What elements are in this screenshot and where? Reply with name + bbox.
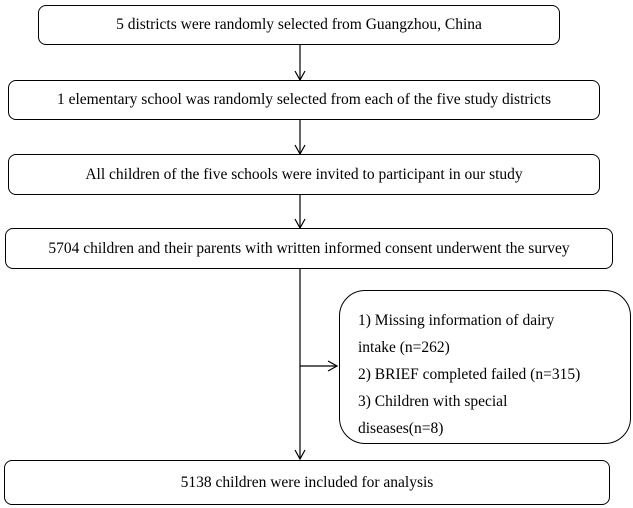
final-box (4, 460, 610, 505)
step-2-text: 1 elementary school was randomly selected from each of the five study districts (56, 91, 552, 109)
exclusion-box (339, 290, 631, 444)
exclusion-item-1-line-2: intake (n=262) (358, 339, 450, 356)
step-3-text: All children of the five schools were invited to participant in our study (85, 165, 523, 183)
step-2-box (8, 80, 600, 120)
step-1-box (38, 5, 560, 45)
step-3-box (8, 154, 600, 195)
step-1-text: 5 districts were randomly selected from Guangzhou, China (116, 16, 482, 34)
exclusion-item-3-line-2: diseases(n=8) (358, 420, 444, 437)
exclusion-item-2: 2) BRIEF completed failed (n=315) (358, 366, 581, 383)
exclusion-item-3-line-1: 3) Children with special (358, 393, 508, 410)
step-4-text: 5704 children and their parents with written informed consent underwent the survey (48, 239, 570, 257)
final-text: 5138 children were included for analysis (180, 473, 434, 491)
step-4-box (5, 228, 613, 269)
exclusion-item-1-line-1: 1) Missing information of dairy (358, 312, 555, 329)
